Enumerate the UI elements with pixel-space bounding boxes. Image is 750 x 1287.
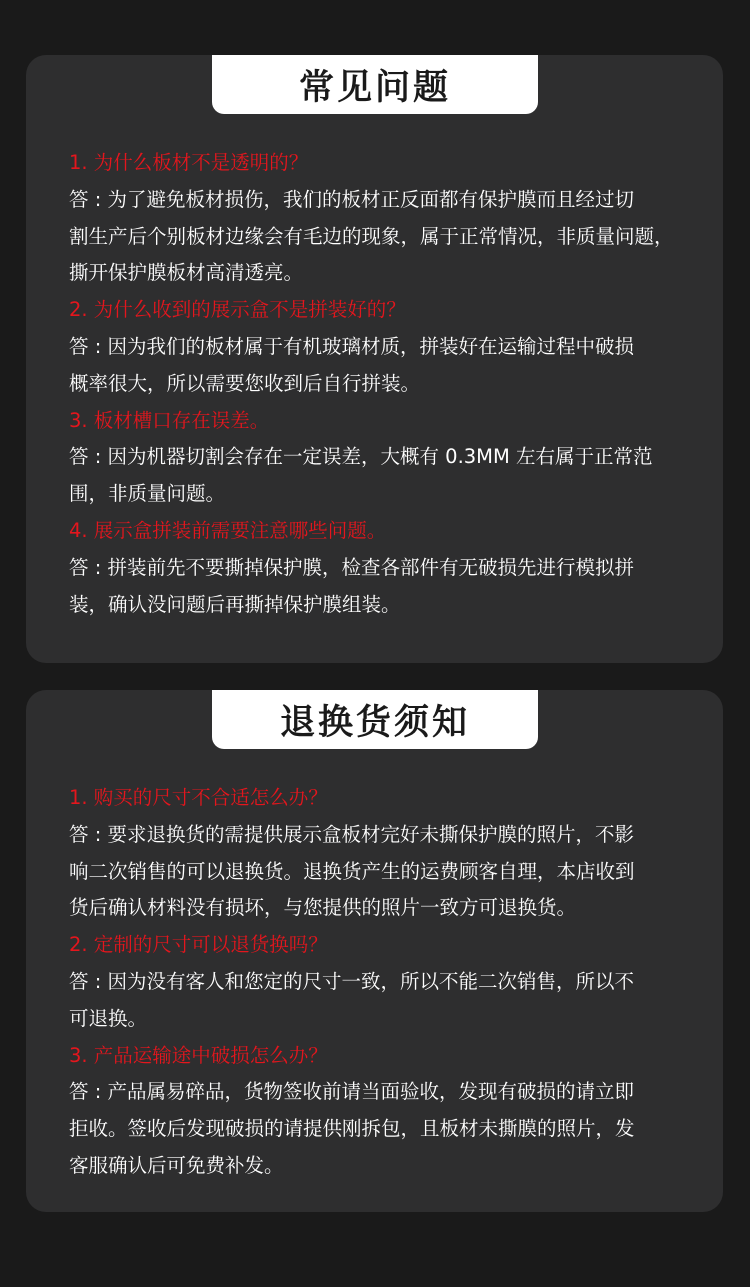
- returns-answer-1-line-2: 响二次销售的可以退换货。退换货产生的运费顾客自理，本店收到: [69, 859, 635, 883]
- returns-answer-3-line-1: 答 : 产品属易碎品，货物签收前请当面验收，发现有破损的请立即: [69, 1080, 634, 1104]
- returns-title-tab: [212, 690, 538, 749]
- returns-question-1: 1. 购买的尺寸不合适怎么办？: [69, 786, 328, 809]
- faq-answer-2-line-2: 概率很大，所以需要您收到后自行拼装。: [69, 371, 421, 395]
- returns-answer-3-line-2: 拒收。签收后发现破损的请提供刚拆包，且板材未撕膜的照片，发: [69, 1117, 635, 1141]
- returns-card: [26, 690, 723, 1212]
- faq-title: 常见问题: [298, 67, 451, 108]
- faq-title-tab: [212, 55, 538, 114]
- faq-answer-4-line-2: 装，确认没问题后再撕掉保护膜组装。: [69, 592, 401, 616]
- faq-answer-1-line-1: 答 : 为了避免板材损伤，我们的板材正反面都有保护膜而且经过切: [69, 187, 634, 211]
- faq-card: [26, 55, 723, 663]
- faq-content: [69, 145, 693, 623]
- faq-question-3: 3. 板材槽口存在误差。: [69, 408, 270, 432]
- faq-question-2: 2. 为什么收到的展示盒不是拼装好的？: [69, 298, 406, 322]
- returns-answer-2-line-2: 可退换。: [69, 1006, 148, 1030]
- faq-answer-3-line-2: 围，非质量问题。: [69, 482, 226, 506]
- returns-answer-1-line-3: 货后确认材料没有损坏，与您提供的照片一致方可退换货。: [69, 896, 577, 920]
- faq-answer-2-line-1: 答 : 因为我们的板材属于有机玻璃材质，拼装好在运输过程中破损: [69, 334, 634, 358]
- faq-answer-1-line-2: 割生产后个别板材边缘会有毛边的现象，属于正常情况，非质量问题，: [69, 224, 674, 248]
- returns-question-3: 3. 产品运输途中破损怎么办？: [69, 1043, 328, 1067]
- returns-title: 退换货须知: [279, 702, 470, 743]
- returns-question-2: 2. 定制的尺寸可以退货换吗？: [69, 933, 328, 957]
- returns-content: [69, 780, 693, 1185]
- faq-answer-4-line-1: 答 : 拼装前先不要撕掉保护膜，检查各部件有无破损先进行模拟拼: [69, 555, 634, 579]
- faq-question-4: 4. 展示盒拼装前需要注意哪些问题。: [69, 518, 387, 542]
- faq-question-1: 1. 为什么板材不是透明的？: [69, 151, 309, 174]
- returns-answer-2-line-1: 答 : 因为没有客人和您定的尺寸一致，所以不能二次销售，所以不: [69, 969, 634, 993]
- returns-answer-1-line-1: 答 : 要求退换货的需提供展示盒板材完好未撕保护膜的照片，不影: [69, 822, 634, 846]
- faq-answer-3-line-1: 答 : 因为机器切割会存在一定误差，大概有 0.3MM 左右属于正常范: [69, 445, 653, 469]
- returns-answer-3-line-3: 客服确认后可免费补发。: [69, 1153, 284, 1177]
- faq-answer-1-line-3: 撕开保护膜板材高清透亮。: [69, 261, 304, 285]
